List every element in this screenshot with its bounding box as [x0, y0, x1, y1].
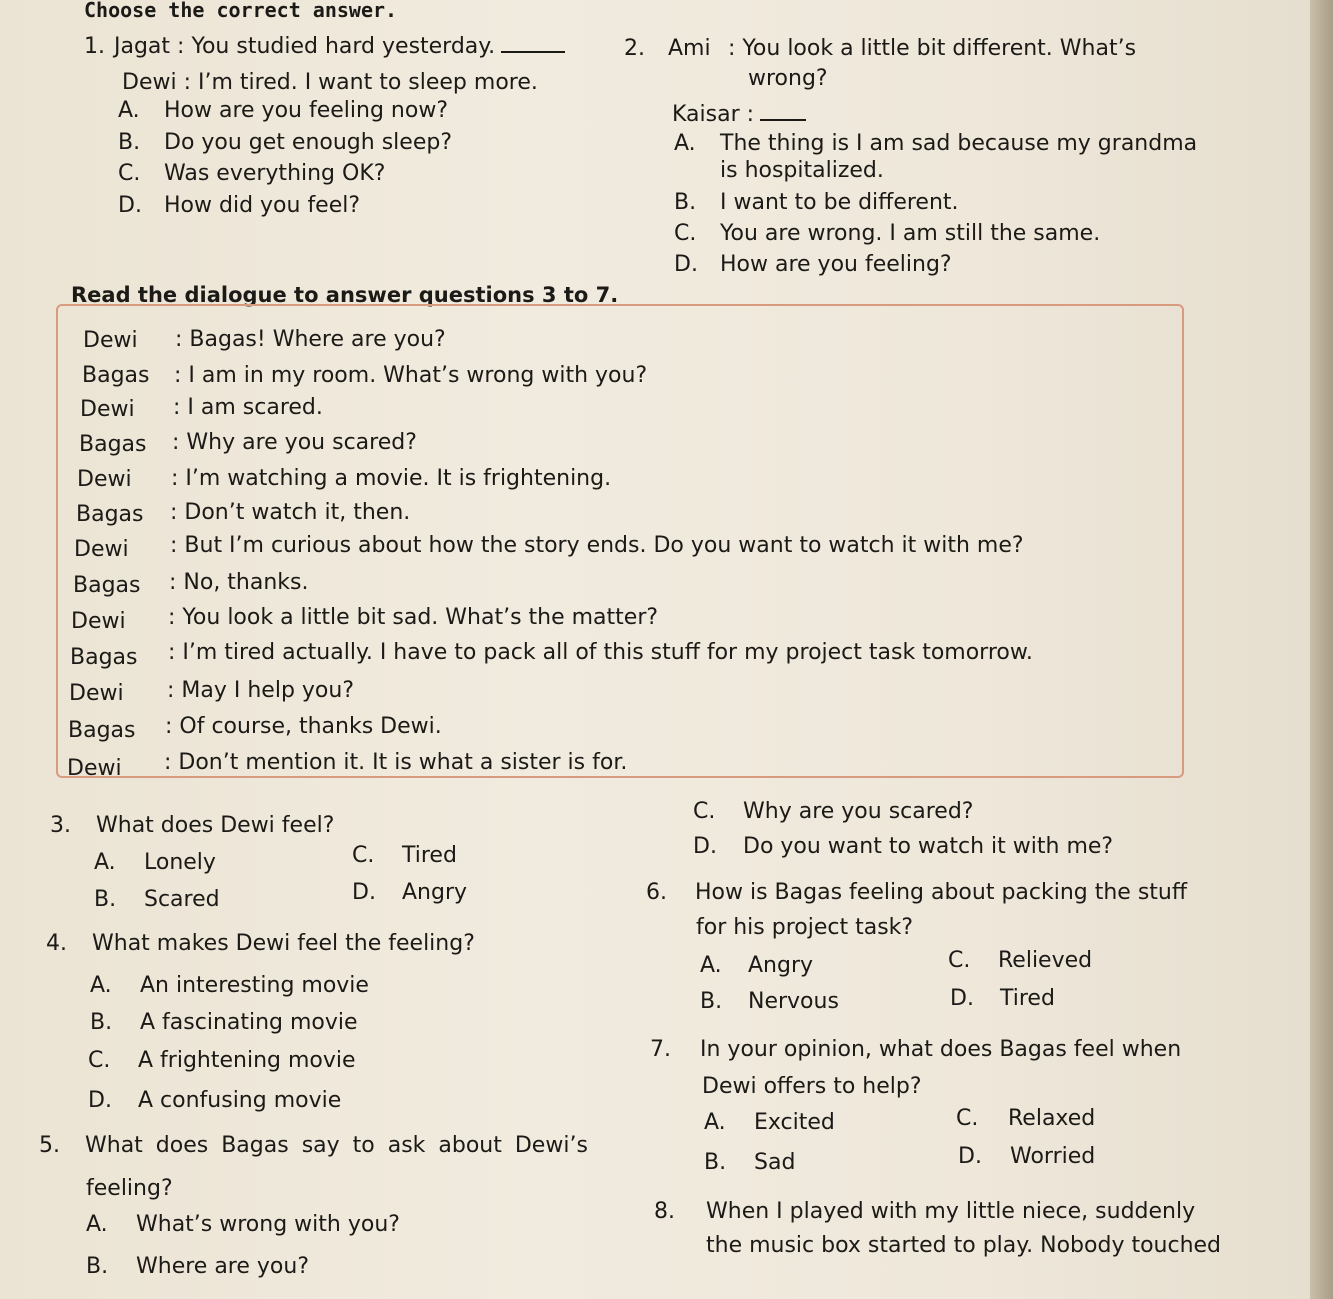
q2-option-d[interactable]: D. How are you feeling?	[674, 252, 952, 277]
page-edge	[1310, 0, 1333, 1299]
dialogue-speaker: Bagas	[79, 432, 147, 457]
question-1-line2: Dewi : I’m tired. I want to sleep more.	[122, 70, 538, 95]
q1-option-b[interactable]: B. Do you get enough sleep?	[118, 130, 452, 155]
dialogue-speaker: Dewi	[67, 756, 122, 781]
dialogue-speaker: Bagas	[73, 573, 141, 598]
dialogue-instruction: Read the dialogue to answer questions 3 to 7.	[71, 283, 619, 307]
q3-option-c[interactable]: C. Tired	[352, 843, 457, 868]
question-8: 8. When I played with my little niece, suddenly	[654, 1199, 1196, 1224]
question-7: 7. In your opinion, what does Bagas feel when	[650, 1037, 1182, 1062]
q6-option-a[interactable]: A. Angry	[700, 953, 814, 978]
question-8-line2: the music box started to play. Nobody touched	[706, 1233, 1222, 1258]
dialogue-speaker: Dewi	[69, 681, 124, 706]
dialogue-speaker: Bagas	[70, 645, 138, 670]
q7-option-d[interactable]: D. Worried	[958, 1144, 1096, 1169]
q5-option-c[interactable]: C. Why are you scared?	[693, 799, 974, 824]
q6-option-c[interactable]: C. Relieved	[948, 948, 1093, 973]
question-3: 3. What does Dewi feel?	[50, 813, 335, 838]
instruction-heading: Choose the correct answer.	[84, 0, 398, 22]
q2-option-a[interactable]: A. The thing is I am sad because my grandma	[674, 131, 1198, 156]
question-2-respondent: Kaisar :	[672, 101, 806, 128]
dialogue-line: : You look a little bit sad. What’s the matter?	[168, 605, 659, 630]
q5-option-b[interactable]: B. Where are you?	[86, 1254, 309, 1279]
q2-option-c[interactable]: C. You are wrong. I am still the same.	[674, 221, 1101, 246]
q4-option-c[interactable]: C. A frightening movie	[88, 1048, 356, 1073]
question-4: 4. What makes Dewi feel the feeling?	[46, 931, 475, 956]
dialogue-speaker: Dewi	[83, 328, 138, 353]
dialogue-speaker: Bagas	[82, 363, 150, 388]
dialogue-speaker: Dewi	[74, 537, 129, 562]
dialogue-speaker: Dewi	[80, 397, 135, 422]
q1-option-a[interactable]: A. How are you feeling now?	[118, 98, 448, 123]
dialogue-line: : I’m tired actually. I have to pack all of this stuff for my project task tomorrow.	[168, 640, 1033, 665]
dialogue-speaker: Bagas	[76, 502, 144, 527]
dialogue-line: : I’m watching a movie. It is frightening.	[171, 466, 612, 491]
dialogue-line: : Of course, thanks Dewi.	[165, 714, 442, 739]
dialogue-line: : Bagas! Where are you?	[175, 327, 446, 352]
question-1: 1. Jagat : You studied hard yesterday.	[84, 33, 565, 60]
answer-blank	[501, 33, 565, 53]
answer-blank	[760, 101, 806, 121]
q7-option-b[interactable]: B. Sad	[704, 1150, 796, 1175]
q6-option-d[interactable]: D. Tired	[950, 986, 1055, 1011]
dialogue-line: : Don’t mention it. It is what a sister is for.	[164, 750, 628, 775]
dialogue-speaker: Dewi	[71, 609, 126, 634]
question-2-line2: wrong?	[748, 66, 828, 91]
dialogue-line: : I am scared.	[173, 395, 323, 420]
q4-option-d[interactable]: D. A confusing movie	[88, 1088, 342, 1113]
q1-option-d[interactable]: D. How did you feel?	[118, 193, 361, 218]
q7-option-c[interactable]: C. Relaxed	[956, 1106, 1096, 1131]
dialogue-line: : No, thanks.	[169, 570, 309, 595]
dialogue-line: : I am in my room. What’s wrong with you?	[174, 363, 648, 388]
q4-option-a[interactable]: A. An interesting movie	[90, 973, 369, 998]
question-6-line2: for his project task?	[696, 915, 914, 940]
question-2: 2. Ami : You look a little bit different. What’s	[624, 36, 1137, 61]
q6-option-b[interactable]: B. Nervous	[700, 989, 839, 1014]
question-5-line2: feeling?	[86, 1176, 173, 1201]
q2-option-b[interactable]: B. I want to be different.	[674, 190, 959, 215]
q3-option-d[interactable]: D. Angry	[352, 880, 468, 905]
dialogue-line: : Don’t watch it, then.	[170, 500, 411, 525]
q2-option-a-cont: is hospitalized.	[720, 158, 884, 183]
q3-option-a[interactable]: A. Lonely	[94, 850, 216, 875]
dialogue-speaker: Bagas	[68, 718, 136, 743]
dialogue-line: : But I’m curious about how the story ends. Do you want to watch it with me?	[170, 533, 1024, 558]
question-7-line2: Dewi offers to help?	[702, 1074, 922, 1099]
q3-option-b[interactable]: B. Scared	[94, 887, 220, 912]
question-5: 5. What does Bagas say to ask about Dewi’s	[39, 1133, 588, 1158]
q1-option-c[interactable]: C. Was everything OK?	[118, 161, 386, 186]
q5-option-d[interactable]: D. Do you want to watch it with me?	[693, 834, 1114, 859]
dialogue-line: : Why are you scared?	[172, 430, 417, 455]
q7-option-a[interactable]: A. Excited	[704, 1110, 835, 1135]
question-6: 6. How is Bagas feeling about packing the stuff	[646, 880, 1188, 905]
dialogue-speaker: Dewi	[77, 467, 132, 492]
q5-option-a[interactable]: A. What’s wrong with you?	[86, 1212, 400, 1237]
dialogue-line: : May I help you?	[167, 678, 355, 703]
q4-option-b[interactable]: B. A fascinating movie	[90, 1010, 358, 1035]
